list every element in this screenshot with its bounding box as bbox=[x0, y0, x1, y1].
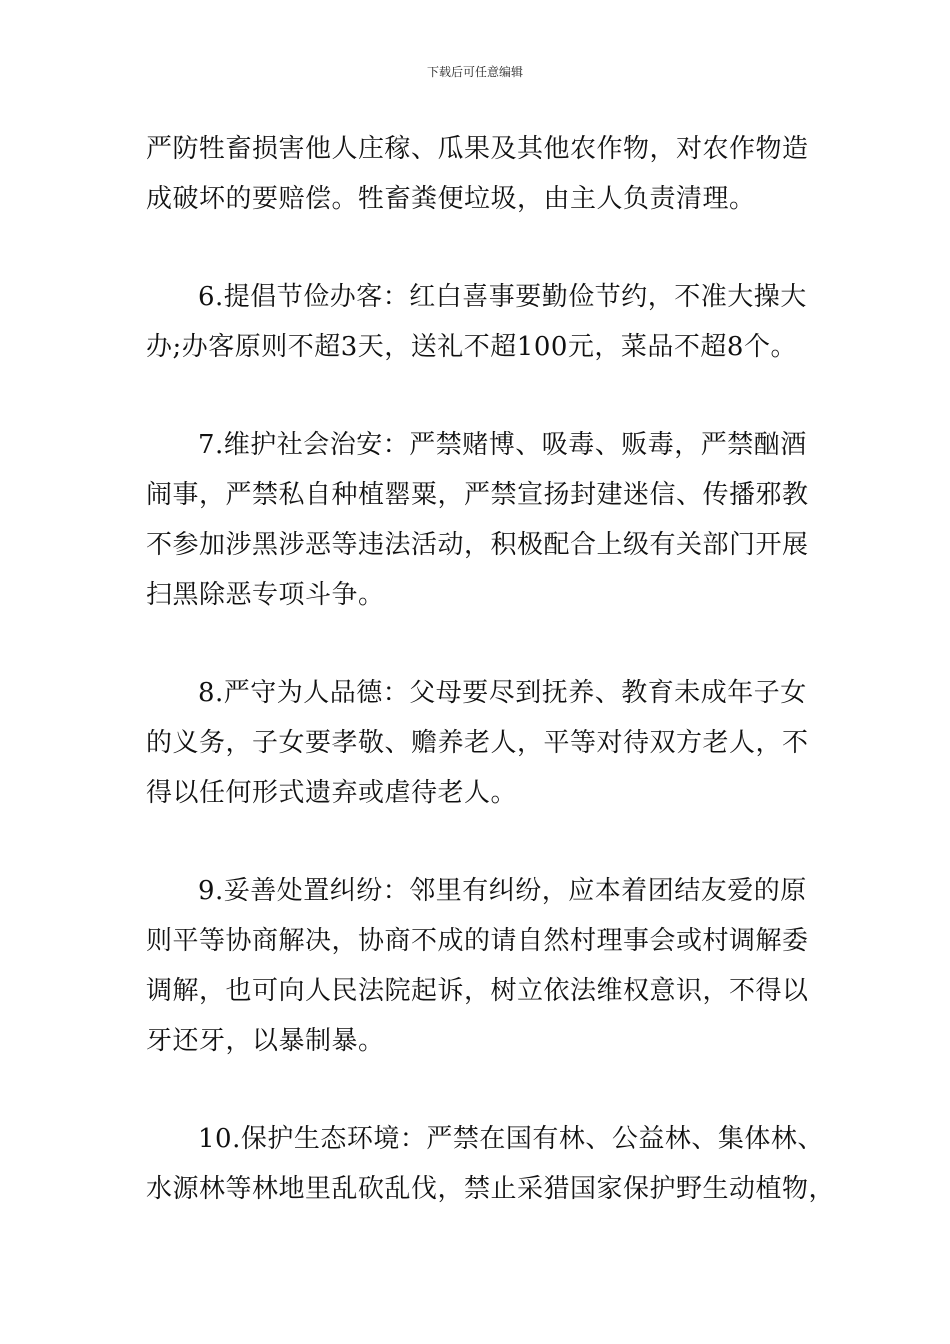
text-line: 水源林等林地里乱砍乱伐，禁止采猎国家保护野生动植物， bbox=[146, 1174, 836, 1204]
text-line: 8.严守为人品德：父母要尽到抚养、教育未成年子女 bbox=[198, 678, 807, 708]
paragraph bbox=[146, 668, 808, 818]
text-line: 扫黑除恶专项斗争。 bbox=[146, 580, 385, 610]
text-line: 牙还牙，以暴制暴。 bbox=[146, 1026, 385, 1056]
paragraph bbox=[146, 866, 808, 1066]
text-line: 得以任何形式遗弃或虐待老人。 bbox=[146, 778, 518, 808]
paragraph-gap bbox=[146, 224, 808, 272]
text-line: 严防牲畜损害他人庄稼、瓜果及其他农作物，对农作物造 bbox=[146, 134, 809, 164]
text-line: 闹事，严禁私自种植罂粟，严禁宣扬封建迷信、传播邪教 bbox=[146, 480, 809, 510]
text-line: 7.维护社会治安：严禁赌博、吸毒、贩毒，严禁酗酒 bbox=[198, 430, 807, 460]
text-line: 10.保护生态环境：严禁在国有林、公益林、集体林、 bbox=[198, 1124, 824, 1154]
paragraph bbox=[146, 272, 808, 372]
text-line: 则平等协商解决，协商不成的请自然村理事会或村调解委 bbox=[146, 926, 809, 956]
text-line: 9.妥善处置纠纷：邻里有纠纷，应本着团结友爱的原 bbox=[198, 876, 807, 906]
paragraph-gap bbox=[146, 818, 808, 866]
paragraph-gap bbox=[146, 372, 808, 420]
text-line: 成破坏的要赔偿。牲畜粪便垃圾，由主人负责清理。 bbox=[146, 184, 756, 214]
paragraph bbox=[146, 124, 808, 224]
page-header: 下载后可任意编辑 bbox=[426, 65, 523, 79]
document-body bbox=[146, 124, 836, 1214]
text-line: 不参加涉黑涉恶等违法活动，积极配合上级有关部门开展 bbox=[146, 530, 809, 560]
text-line: 调解，也可向人民法院起诉，树立依法维权意识，不得以 bbox=[146, 976, 809, 1006]
text-line: 办;办客原则不超3天，送礼不超100元，菜品不超8个。 bbox=[146, 332, 797, 362]
text-line: 6.提倡节俭办客：红白喜事要勤俭节约，不准大操大 bbox=[198, 282, 807, 312]
paragraph bbox=[146, 1114, 836, 1214]
text-line: 的义务，子女要孝敬、赡养老人，平等对待双方老人，不 bbox=[146, 728, 809, 758]
paragraph bbox=[146, 420, 808, 620]
paragraph-gap bbox=[146, 620, 808, 668]
paragraph-gap bbox=[146, 1066, 808, 1114]
